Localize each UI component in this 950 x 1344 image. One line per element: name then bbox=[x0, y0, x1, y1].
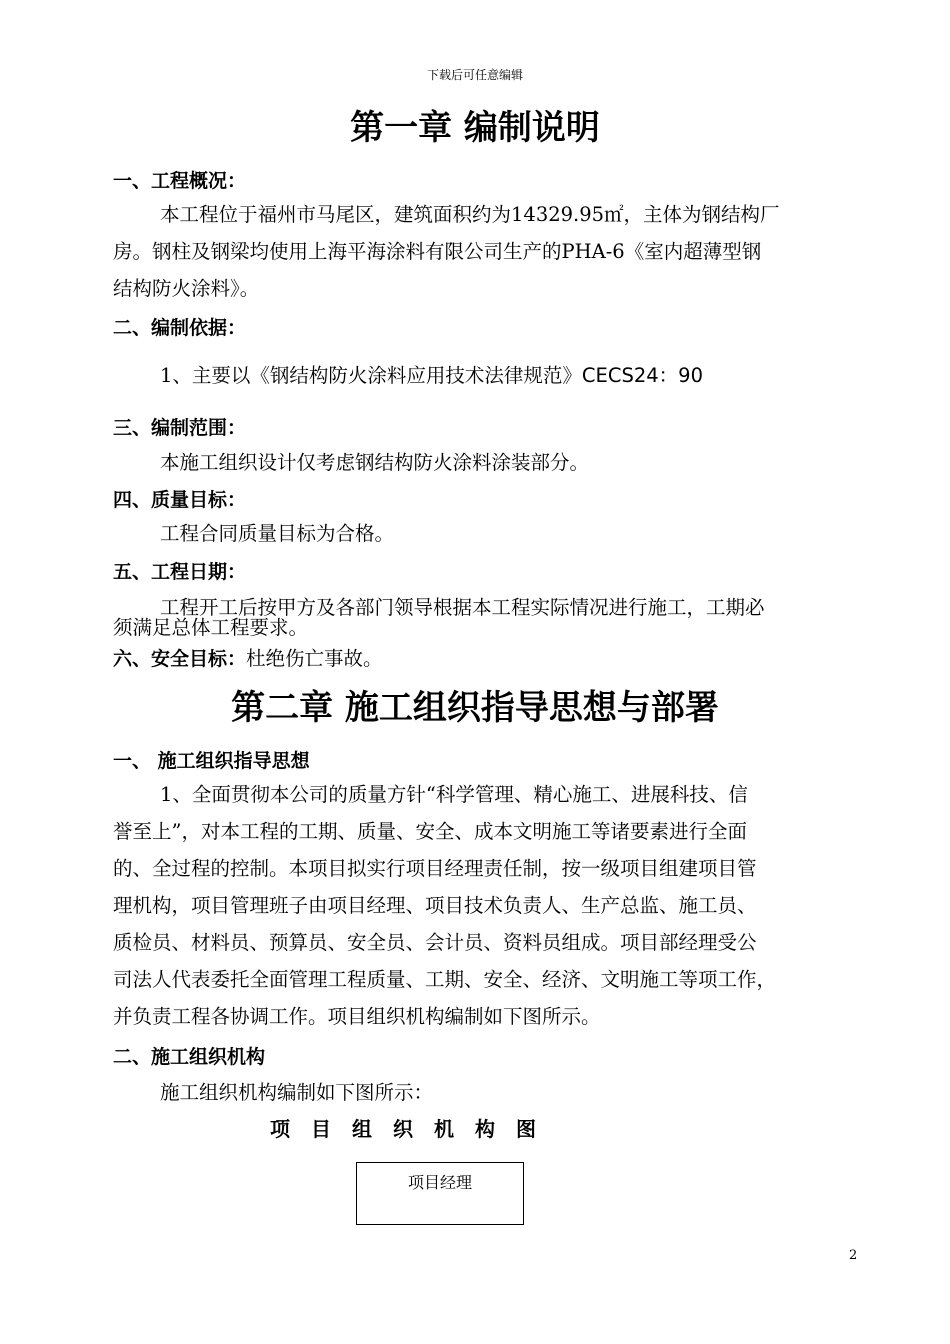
org-chart-title: 项目组织机构图 bbox=[270, 1117, 557, 1141]
organization-line: 施工组织机构编制如下图所示： bbox=[160, 1081, 434, 1104]
section-heading-scope: 三、编制范围： bbox=[113, 417, 247, 439]
guiding-line-4: 理机构，项目管理班子由项目经理、项目技术负责人、生产总监、施工员、 bbox=[113, 894, 757, 917]
org-chart-project-manager-box bbox=[356, 1162, 524, 1225]
schedule-line-1: 工程开工后按甲方及各部门领导根据本工程实际情况进行施工，工期必 bbox=[160, 596, 765, 619]
guiding-line-5: 质检员、材料员、预算员、安全员、会计员、资料员组成。项目部经理受公 bbox=[113, 931, 757, 954]
basis-standard-code: CECS24：90 bbox=[581, 364, 703, 387]
page-header-note: 下载后可任意编辑 bbox=[426, 68, 523, 82]
overview-line-1: 本工程位于福州市马尾区，建筑面积约为14329.95㎡，主体为钢结构厂 bbox=[160, 203, 780, 226]
guiding-line-2: 誉至上”，对本工程的工期、质量、安全、成本文明施工等诸要素进行全面 bbox=[113, 820, 747, 843]
basis-line-text: 1、主要以《钢结构防火涂料应用技术法律规范》 bbox=[160, 364, 582, 387]
section-heading-organization: 二、施工组织机构 bbox=[113, 1046, 266, 1068]
section-heading-safety: 六、安全目标： bbox=[113, 648, 247, 670]
schedule-line-2: 须满足总体工程要求。 bbox=[113, 616, 309, 639]
basis-line bbox=[160, 360, 703, 388]
section-heading-schedule: 五、工程日期： bbox=[113, 561, 247, 583]
overview-line-3: 结构防火涂料》。 bbox=[113, 277, 260, 300]
safety-line bbox=[113, 643, 383, 671]
overview-line-2: 房。钢柱及钢梁均使用上海平海涂料有限公司生产的PHA-6《室内超薄型钢 bbox=[113, 240, 762, 263]
guiding-line-1: 1、全面贯彻本公司的质量方针“科学管理、精心施工、进展科技、信 bbox=[160, 783, 748, 806]
chapter-1-title: 第一章 编制说明 bbox=[350, 108, 600, 148]
quality-line: 工程合同质量目标为合格。 bbox=[160, 522, 395, 545]
section-heading-guiding-ideas: 一、 施工组织指导思想 bbox=[113, 750, 310, 772]
org-chart-project-manager-label: 项目经理 bbox=[407, 1173, 472, 1192]
guiding-line-3: 的、全过程的控制。本项目拟实行项目经理责任制，按一级项目组建项目管 bbox=[113, 857, 757, 880]
page-number: 2 bbox=[849, 1248, 858, 1263]
scope-line: 本施工组织设计仅考虑钢结构防火涂料涂装部分。 bbox=[160, 451, 590, 474]
section-heading-overview: 一、工程概况： bbox=[113, 170, 247, 192]
section-heading-basis: 二、编制依据： bbox=[113, 317, 247, 339]
chapter-2-title: 第二章 施工组织指导思想与部署 bbox=[231, 688, 719, 728]
section-heading-quality: 四、质量目标： bbox=[113, 489, 247, 511]
guiding-line-7: 并负责工程各协调工作。项目组织机构编制如下图所示。 bbox=[113, 1005, 601, 1028]
guiding-line-6: 司法人代表委托全面管理工程质量、工期、安全、经济、文明施工等项工作， bbox=[113, 968, 777, 991]
safety-text: 杜绝伤亡事故。 bbox=[246, 647, 383, 670]
